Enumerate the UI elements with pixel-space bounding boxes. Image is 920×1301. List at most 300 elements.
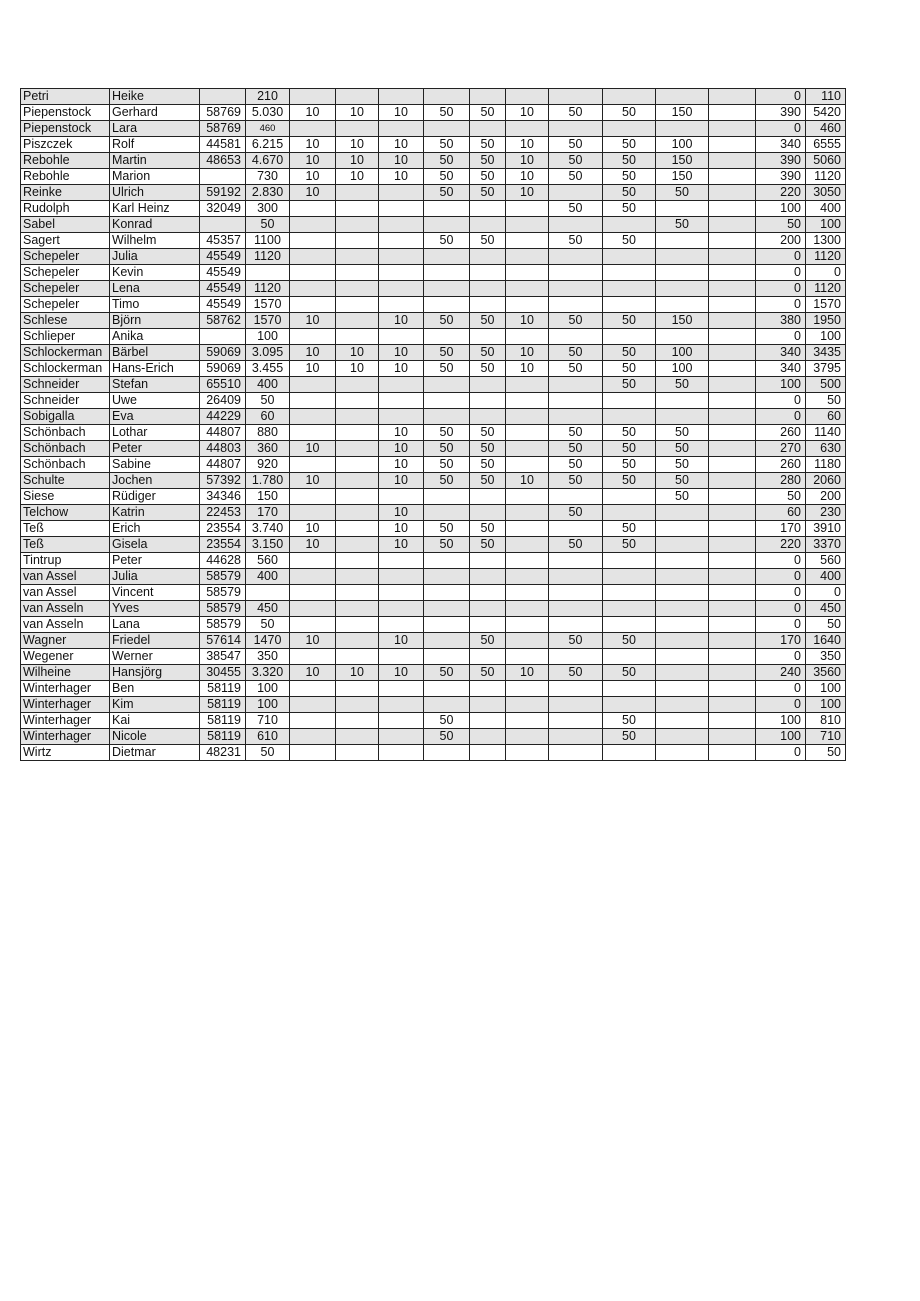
fee-col-13-cell [656, 745, 709, 761]
fee-col-9-cell: 50 [470, 361, 506, 377]
table-row [21, 265, 846, 281]
subtotal-cell: 340 [756, 361, 806, 377]
fee-col-11-cell [549, 569, 603, 585]
fee-col-10-cell [506, 121, 549, 137]
fee-col-9-cell [470, 377, 506, 393]
fee-col-9-cell: 50 [470, 233, 506, 249]
fee-col-6-cell [336, 537, 379, 553]
fee-col-12-cell: 50 [603, 377, 656, 393]
fee-col-14-cell [709, 377, 756, 393]
fee-col-13-cell: 150 [656, 169, 709, 185]
last-name-cell: Schönbach [21, 457, 110, 473]
fee-col-6-cell: 10 [336, 169, 379, 185]
total-cell: 6555 [806, 137, 846, 153]
fee-col-7-cell [379, 697, 424, 713]
fee-col-6-cell [336, 377, 379, 393]
total-cell: 350 [806, 649, 846, 665]
fee-col-10-cell: 10 [506, 345, 549, 361]
fee-col-11-cell: 50 [549, 345, 603, 361]
first-name-cell: Ulrich [110, 185, 200, 201]
total-cell: 400 [806, 569, 846, 585]
fee-col-13-cell [656, 585, 709, 601]
fee-col-13-cell [656, 601, 709, 617]
fee-col-10-cell [506, 265, 549, 281]
fee-col-11-cell [549, 617, 603, 633]
base-amount-cell: 6.215 [246, 137, 290, 153]
fee-col-8-cell [424, 217, 470, 233]
table-row [21, 521, 846, 537]
fee-col-10-cell [506, 457, 549, 473]
base-amount-cell: 170 [246, 505, 290, 521]
fee-col-7-cell [379, 489, 424, 505]
fee-col-12-cell: 50 [603, 441, 656, 457]
base-amount-cell: 3.095 [246, 345, 290, 361]
fee-col-6-cell [336, 409, 379, 425]
fee-col-10-cell [506, 249, 549, 265]
fee-col-13-cell [656, 393, 709, 409]
fee-col-7-cell [379, 297, 424, 313]
fee-col-7-cell [379, 217, 424, 233]
fee-col-8-cell: 50 [424, 521, 470, 537]
fee-col-11-cell: 50 [549, 441, 603, 457]
fee-col-6-cell [336, 441, 379, 457]
fee-col-14-cell [709, 665, 756, 681]
fee-col-5-cell [290, 281, 336, 297]
table-row [21, 633, 846, 649]
postal-code-cell [200, 89, 246, 105]
total-cell: 1570 [806, 297, 846, 313]
fee-col-10-cell [506, 281, 549, 297]
base-amount-cell: 100 [246, 329, 290, 345]
fee-col-11-cell [549, 729, 603, 745]
total-cell: 1120 [806, 169, 846, 185]
first-name-cell: Timo [110, 297, 200, 313]
subtotal-cell: 0 [756, 617, 806, 633]
total-cell: 500 [806, 377, 846, 393]
fee-col-14-cell [709, 617, 756, 633]
fee-col-11-cell: 50 [549, 425, 603, 441]
postal-code-cell: 58762 [200, 313, 246, 329]
table-row [21, 489, 846, 505]
fee-col-8-cell [424, 745, 470, 761]
fee-col-8-cell: 50 [424, 729, 470, 745]
postal-code-cell [200, 217, 246, 233]
total-cell: 1120 [806, 249, 846, 265]
base-amount-cell: 610 [246, 729, 290, 745]
fee-col-13-cell [656, 697, 709, 713]
first-name-cell: Eva [110, 409, 200, 425]
fee-col-8-cell: 50 [424, 665, 470, 681]
fee-col-14-cell [709, 569, 756, 585]
subtotal-cell: 380 [756, 313, 806, 329]
fee-col-14-cell [709, 265, 756, 281]
base-amount-cell: 50 [246, 393, 290, 409]
last-name-cell: Schönbach [21, 441, 110, 457]
first-name-cell: Jochen [110, 473, 200, 489]
fee-col-12-cell [603, 489, 656, 505]
subtotal-cell: 0 [756, 697, 806, 713]
first-name-cell: Gerhard [110, 105, 200, 121]
fee-col-11-cell [549, 217, 603, 233]
fee-col-9-cell: 50 [470, 313, 506, 329]
first-name-cell: Lara [110, 121, 200, 137]
fee-col-5-cell [290, 89, 336, 105]
fee-col-13-cell [656, 297, 709, 313]
fee-col-6-cell [336, 297, 379, 313]
fee-col-6-cell [336, 201, 379, 217]
fee-col-7-cell: 10 [379, 505, 424, 521]
table-row [21, 313, 846, 329]
postal-code-cell: 32049 [200, 201, 246, 217]
subtotal-cell: 270 [756, 441, 806, 457]
fee-col-14-cell [709, 553, 756, 569]
fee-col-8-cell [424, 681, 470, 697]
fee-col-12-cell: 50 [603, 729, 656, 745]
fee-col-6-cell: 10 [336, 105, 379, 121]
last-name-cell: Petri [21, 89, 110, 105]
fee-col-13-cell: 50 [656, 185, 709, 201]
first-name-cell: Dietmar [110, 745, 200, 761]
fee-col-10-cell [506, 441, 549, 457]
last-name-cell: Teß [21, 537, 110, 553]
fee-col-5-cell [290, 329, 336, 345]
fee-col-5-cell [290, 121, 336, 137]
last-name-cell: van Assel [21, 585, 110, 601]
table-row [21, 249, 846, 265]
postal-code-cell: 44581 [200, 137, 246, 153]
fee-col-5-cell: 10 [290, 137, 336, 153]
fee-col-6-cell [336, 233, 379, 249]
total-cell: 0 [806, 585, 846, 601]
fee-col-6-cell [336, 649, 379, 665]
fee-col-5-cell [290, 729, 336, 745]
fee-col-11-cell: 50 [549, 233, 603, 249]
total-cell: 1300 [806, 233, 846, 249]
subtotal-cell: 0 [756, 553, 806, 569]
last-name-cell: Teß [21, 521, 110, 537]
postal-code-cell: 45549 [200, 281, 246, 297]
fee-col-9-cell: 50 [470, 537, 506, 553]
table-row [21, 153, 846, 169]
table-row [21, 697, 846, 713]
fee-col-11-cell [549, 185, 603, 201]
fee-col-11-cell [549, 249, 603, 265]
fee-col-11-cell [549, 553, 603, 569]
subtotal-cell: 170 [756, 633, 806, 649]
fee-col-5-cell [290, 377, 336, 393]
base-amount-cell: 920 [246, 457, 290, 473]
base-amount-cell: 50 [246, 217, 290, 233]
postal-code-cell: 23554 [200, 537, 246, 553]
subtotal-cell: 100 [756, 377, 806, 393]
fee-col-10-cell: 10 [506, 137, 549, 153]
fee-col-6-cell [336, 425, 379, 441]
subtotal-cell: 340 [756, 137, 806, 153]
base-amount-cell: 210 [246, 89, 290, 105]
fee-col-7-cell: 10 [379, 537, 424, 553]
fee-col-9-cell [470, 681, 506, 697]
table-row [21, 505, 846, 521]
fee-col-9-cell [470, 265, 506, 281]
first-name-cell: Julia [110, 249, 200, 265]
postal-code-cell: 26409 [200, 393, 246, 409]
fee-col-8-cell: 50 [424, 169, 470, 185]
fee-col-9-cell: 50 [470, 521, 506, 537]
total-cell: 460 [806, 121, 846, 137]
subtotal-cell: 50 [756, 217, 806, 233]
fee-col-7-cell: 10 [379, 425, 424, 441]
fee-col-13-cell [656, 505, 709, 521]
fee-col-14-cell [709, 345, 756, 361]
fee-col-8-cell [424, 505, 470, 521]
total-cell: 3370 [806, 537, 846, 553]
fee-col-12-cell: 50 [603, 521, 656, 537]
base-amount-cell: 450 [246, 601, 290, 617]
fee-col-10-cell [506, 217, 549, 233]
table-row [21, 201, 846, 217]
base-amount-cell: 730 [246, 169, 290, 185]
last-name-cell: van Assel [21, 569, 110, 585]
fee-col-14-cell [709, 697, 756, 713]
fee-col-14-cell [709, 393, 756, 409]
fee-col-14-cell [709, 633, 756, 649]
fee-col-5-cell [290, 217, 336, 233]
fee-col-13-cell [656, 89, 709, 105]
total-cell: 60 [806, 409, 846, 425]
fee-col-10-cell [506, 409, 549, 425]
first-name-cell: Anika [110, 329, 200, 345]
last-name-cell: Schepeler [21, 297, 110, 313]
total-cell: 1120 [806, 281, 846, 297]
fee-col-5-cell [290, 489, 336, 505]
last-name-cell: Schönbach [21, 425, 110, 441]
table-row [21, 137, 846, 153]
first-name-cell: Kevin [110, 265, 200, 281]
first-name-cell: Martin [110, 153, 200, 169]
base-amount-cell: 1120 [246, 249, 290, 265]
fee-col-10-cell [506, 521, 549, 537]
fee-col-13-cell [656, 569, 709, 585]
total-cell: 3435 [806, 345, 846, 361]
fee-col-12-cell: 50 [603, 713, 656, 729]
fee-col-8-cell [424, 617, 470, 633]
subtotal-cell: 0 [756, 121, 806, 137]
fee-col-8-cell [424, 377, 470, 393]
subtotal-cell: 0 [756, 649, 806, 665]
first-name-cell: Julia [110, 569, 200, 585]
fee-col-8-cell: 50 [424, 537, 470, 553]
fee-col-7-cell [379, 729, 424, 745]
fee-col-11-cell [549, 745, 603, 761]
fee-col-6-cell [336, 585, 379, 601]
first-name-cell: Peter [110, 441, 200, 457]
fee-col-8-cell: 50 [424, 425, 470, 441]
fee-col-7-cell [379, 233, 424, 249]
fee-col-14-cell [709, 137, 756, 153]
last-name-cell: Schepeler [21, 281, 110, 297]
last-name-cell: Winterhager [21, 681, 110, 697]
fee-col-7-cell: 10 [379, 313, 424, 329]
fee-col-13-cell [656, 233, 709, 249]
postal-code-cell: 58579 [200, 585, 246, 601]
fee-col-11-cell: 50 [549, 473, 603, 489]
fee-col-5-cell [290, 409, 336, 425]
fee-col-11-cell: 50 [549, 105, 603, 121]
fee-col-7-cell: 10 [379, 153, 424, 169]
fee-col-6-cell: 10 [336, 153, 379, 169]
first-name-cell: Friedel [110, 633, 200, 649]
total-cell: 100 [806, 697, 846, 713]
fee-col-13-cell [656, 121, 709, 137]
table-row [21, 569, 846, 585]
fee-col-5-cell: 10 [290, 665, 336, 681]
postal-code-cell: 22453 [200, 505, 246, 521]
fee-col-5-cell [290, 393, 336, 409]
fee-col-13-cell [656, 617, 709, 633]
last-name-cell: Wilheine [21, 665, 110, 681]
fee-col-9-cell: 50 [470, 633, 506, 649]
fee-col-8-cell: 50 [424, 473, 470, 489]
base-amount-cell: 350 [246, 649, 290, 665]
fee-col-12-cell: 50 [603, 169, 656, 185]
base-amount-cell: 100 [246, 697, 290, 713]
first-name-cell: Stefan [110, 377, 200, 393]
last-name-cell: Schlockerman [21, 361, 110, 377]
fee-col-14-cell [709, 489, 756, 505]
fee-col-8-cell [424, 297, 470, 313]
fee-col-6-cell [336, 121, 379, 137]
table-row [21, 425, 846, 441]
fee-col-7-cell [379, 601, 424, 617]
postal-code-cell: 44807 [200, 425, 246, 441]
fee-col-11-cell [549, 377, 603, 393]
fee-col-11-cell [549, 601, 603, 617]
fee-col-6-cell: 10 [336, 345, 379, 361]
postal-code-cell: 58769 [200, 105, 246, 121]
table-row [21, 713, 846, 729]
fee-col-11-cell [549, 521, 603, 537]
fee-col-5-cell: 10 [290, 361, 336, 377]
fee-col-10-cell [506, 633, 549, 649]
fee-col-12-cell: 50 [603, 425, 656, 441]
base-amount-cell: 3.455 [246, 361, 290, 377]
fee-col-11-cell: 50 [549, 153, 603, 169]
fee-col-10-cell [506, 505, 549, 521]
postal-code-cell: 45357 [200, 233, 246, 249]
fee-col-8-cell [424, 489, 470, 505]
fee-col-9-cell: 50 [470, 153, 506, 169]
postal-code-cell: 58579 [200, 601, 246, 617]
total-cell: 3910 [806, 521, 846, 537]
fee-col-6-cell [336, 713, 379, 729]
table-row [21, 553, 846, 569]
fee-col-12-cell: 50 [603, 345, 656, 361]
first-name-cell: Lena [110, 281, 200, 297]
fee-col-12-cell [603, 697, 656, 713]
fee-col-9-cell [470, 553, 506, 569]
total-cell: 1950 [806, 313, 846, 329]
fee-col-12-cell [603, 617, 656, 633]
fee-col-7-cell [379, 393, 424, 409]
first-name-cell: Erich [110, 521, 200, 537]
fee-col-5-cell: 10 [290, 313, 336, 329]
fee-col-13-cell [656, 249, 709, 265]
fee-col-14-cell [709, 217, 756, 233]
fee-col-9-cell: 50 [470, 425, 506, 441]
first-name-cell: Sabine [110, 457, 200, 473]
subtotal-cell: 0 [756, 329, 806, 345]
fee-col-9-cell: 50 [470, 185, 506, 201]
fee-col-5-cell [290, 585, 336, 601]
fee-col-10-cell [506, 329, 549, 345]
fee-col-8-cell: 50 [424, 361, 470, 377]
fee-col-14-cell [709, 425, 756, 441]
fee-col-10-cell: 10 [506, 105, 549, 121]
first-name-cell: Karl Heinz [110, 201, 200, 217]
fee-col-11-cell: 50 [549, 505, 603, 521]
fee-col-11-cell: 50 [549, 361, 603, 377]
fee-col-9-cell [470, 729, 506, 745]
subtotal-cell: 50 [756, 489, 806, 505]
last-name-cell: Sobigalla [21, 409, 110, 425]
fee-col-8-cell: 50 [424, 137, 470, 153]
fee-col-5-cell [290, 649, 336, 665]
fee-col-11-cell: 50 [549, 457, 603, 473]
first-name-cell: Rolf [110, 137, 200, 153]
table-row [21, 681, 846, 697]
fee-col-10-cell [506, 89, 549, 105]
last-name-cell: Siese [21, 489, 110, 505]
first-name-cell: Uwe [110, 393, 200, 409]
fee-col-9-cell [470, 249, 506, 265]
fee-col-10-cell [506, 233, 549, 249]
first-name-cell: Yves [110, 601, 200, 617]
subtotal-cell: 60 [756, 505, 806, 521]
base-amount-cell: 3.320 [246, 665, 290, 681]
last-name-cell: Rebohle [21, 153, 110, 169]
fee-col-7-cell: 10 [379, 457, 424, 473]
fee-col-8-cell [424, 553, 470, 569]
table-row [21, 649, 846, 665]
fee-col-13-cell [656, 633, 709, 649]
fee-col-9-cell [470, 201, 506, 217]
subtotal-cell: 0 [756, 297, 806, 313]
fee-col-12-cell [603, 329, 656, 345]
fee-col-6-cell [336, 473, 379, 489]
fee-col-13-cell: 50 [656, 425, 709, 441]
fee-col-6-cell [336, 729, 379, 745]
total-cell: 400 [806, 201, 846, 217]
last-name-cell: Schlockerman [21, 345, 110, 361]
fee-col-12-cell: 50 [603, 201, 656, 217]
fee-col-6-cell [336, 505, 379, 521]
fee-col-6-cell [336, 249, 379, 265]
fee-col-8-cell: 50 [424, 713, 470, 729]
postal-code-cell: 59069 [200, 345, 246, 361]
fee-col-5-cell: 10 [290, 473, 336, 489]
fee-col-5-cell [290, 617, 336, 633]
fee-col-8-cell: 50 [424, 185, 470, 201]
fee-col-5-cell [290, 297, 336, 313]
member-table [20, 88, 846, 761]
last-name-cell: Wagner [21, 633, 110, 649]
fee-col-9-cell [470, 569, 506, 585]
fee-col-14-cell [709, 233, 756, 249]
postal-code-cell: 65510 [200, 377, 246, 393]
fee-col-7-cell: 10 [379, 361, 424, 377]
fee-col-9-cell [470, 489, 506, 505]
first-name-cell: Kai [110, 713, 200, 729]
